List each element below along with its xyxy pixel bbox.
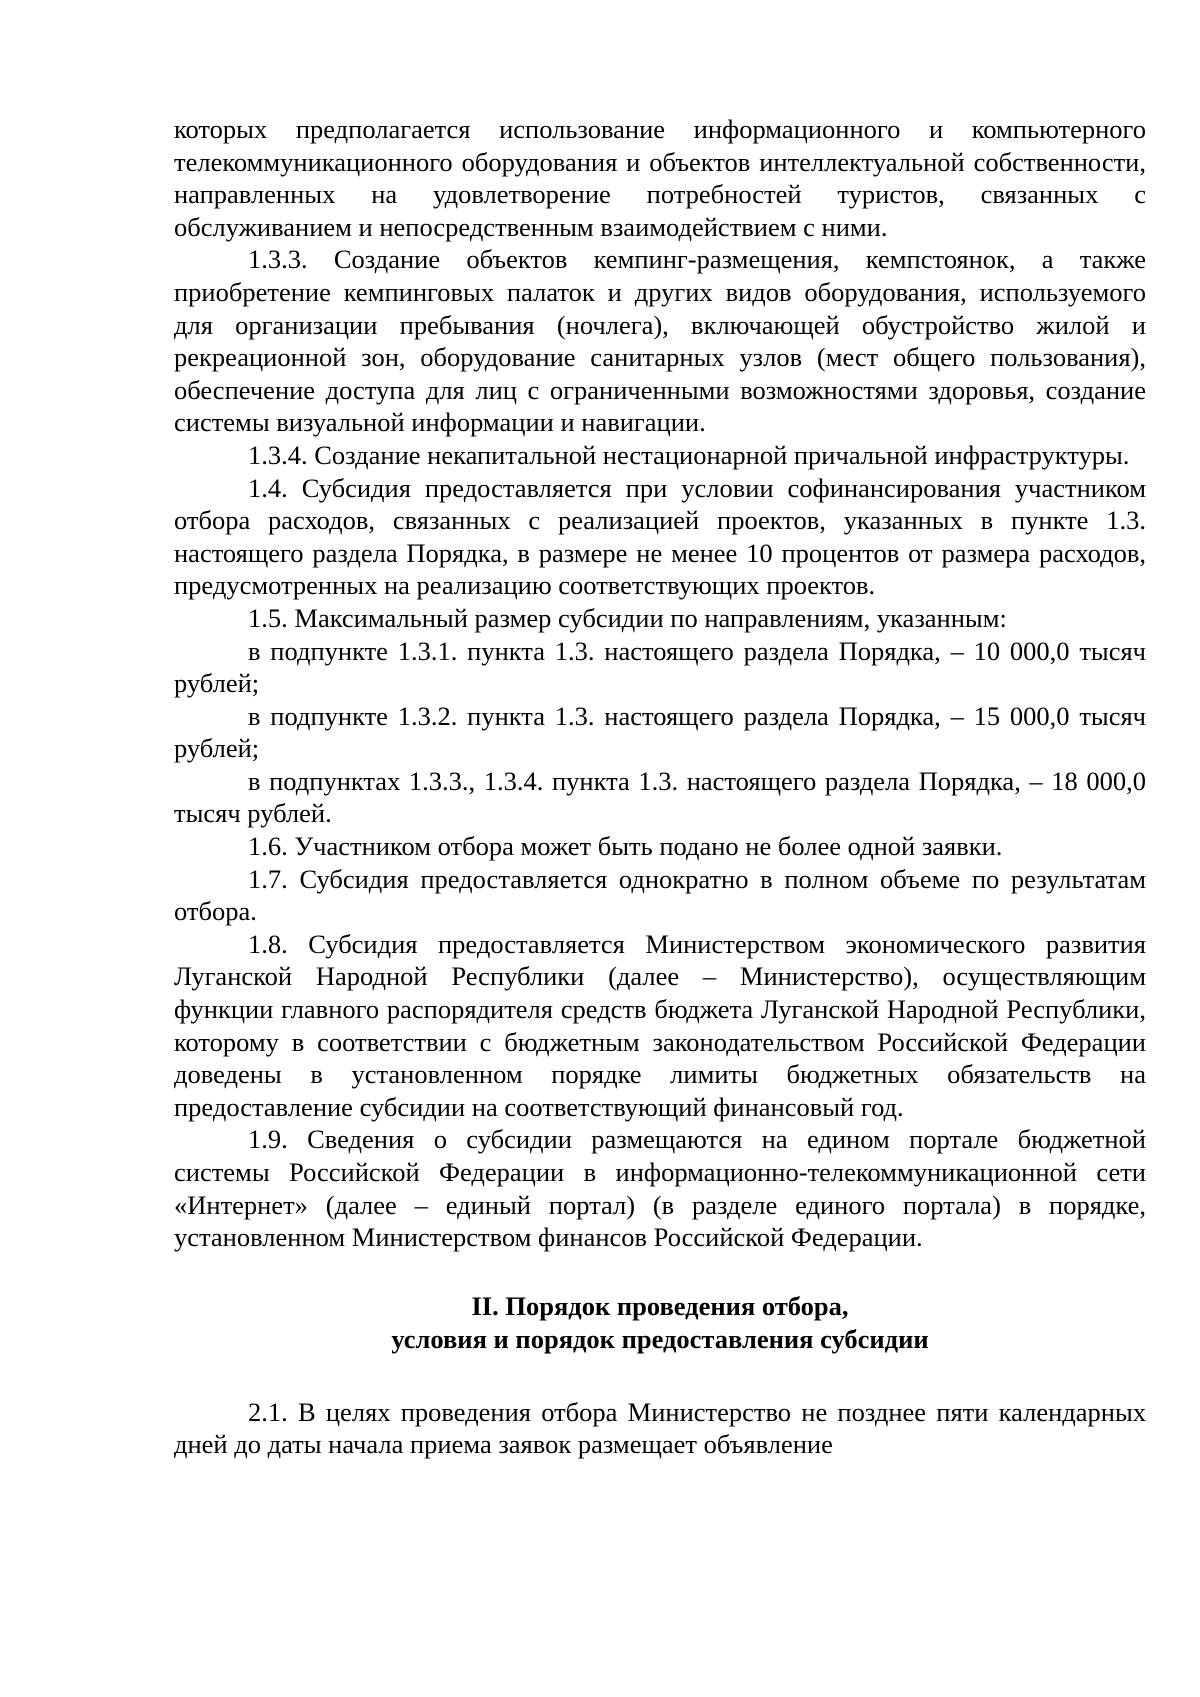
paragraph-1-8: 1.8. Субсидия предоставляется Министерством экономического развития Луганской Народной Республики (далее – Министерство), осуществляющим функции главного распорядителя средств бюджета Луганской Народной Республики, которому в соответствии с бюджетным законодательством Российской Федерации доведены в установленном порядке лимиты бюджетных обязательств на предоставление субсидии на соответствующий финансовый год. <box>174 928 1146 1122</box>
paragraph-1-4: 1.4. Субсидия предоставляется при условии софинансирования участником отбора расходов, связанных с реализацией проектов, указанных в пункте 1.3. настоящего раздела Порядка, в размере не менее 10 процентов от размера расходов, предусмотренных на реализацию соответствующих проектов. <box>174 472 1146 601</box>
document-page <box>174 113 1146 1461</box>
paragraph-2-1: 2.1. В целях проведения отбора Министерство не позднее пяти календарных дней до даты начала приема заявок размещает объявление <box>174 1396 1146 1460</box>
paragraph-1-5: 1.5. Максимальный размер субсидии по направлениям, указанным: <box>248 602 1007 633</box>
section-heading <box>174 1290 1146 1356</box>
paragraph-1-5-item-3: в подпунктах 1.3.3., 1.3.4. пункта 1.3. настоящего раздела Порядка, – 18 000,0 тысяч рублей. <box>174 765 1146 829</box>
paragraph-continuation: которых предполагается использование информационного и компьютерного телекоммуникационного оборудования и объектов интеллектуальной собственности, направленных на удовлетворение потребностей туристов, связанных с обслуживанием и непосредственным взаимодействием с ними. <box>174 114 1146 242</box>
paragraph-1-3-3: 1.3.3. Создание объектов кемпинг-размещения, кемпстоянок, а также приобретение кемпинговых палаток и других видов оборудования, используемого для организации пребывания (ночлега), включающей обустройство жилой и рекреационной зон, оборудование санитарных узлов (мест общего пользования), обеспечение доступа для лиц с ограниченными возможностями здоровья, создание системы визуальной информации и навигации. <box>174 244 1146 438</box>
paragraph-1-5-item-2: в подпункте 1.3.2. пункта 1.3. настоящего раздела Порядка, – 15 000,0 тысяч рублей; <box>174 700 1146 764</box>
paragraph-1-5-item-1: в подпункте 1.3.1. пункта 1.3. настоящего раздела Порядка, – 10 000,0 тысяч рублей; <box>174 635 1146 699</box>
section-heading-line-1: II. Порядок проведения отбора, <box>471 1290 849 1321</box>
paragraph-1-3-4: 1.3.4. Создание некапитальной нестационарной причальной инфраструктуры. <box>248 439 1130 470</box>
paragraph-1-7: 1.7. Субсидия предоставляется однократно в полном объеме по результатам отбора. <box>174 863 1146 927</box>
section-heading-line-2: условия и порядок предоставления субсидии <box>391 1323 929 1354</box>
paragraph-1-6: 1.6. Участником отбора может быть подано не более одной заявки. <box>248 831 1003 862</box>
paragraph-1-9: 1.9. Сведения о субсидии размещаются на едином портале бюджетной системы Российской Федерации в информационно-телекоммуникационной сети «Интернет» (далее – единый портал) (в разделе единого портала) в порядке, установленном Министерством финансов Российской Федерации. <box>174 1124 1146 1253</box>
